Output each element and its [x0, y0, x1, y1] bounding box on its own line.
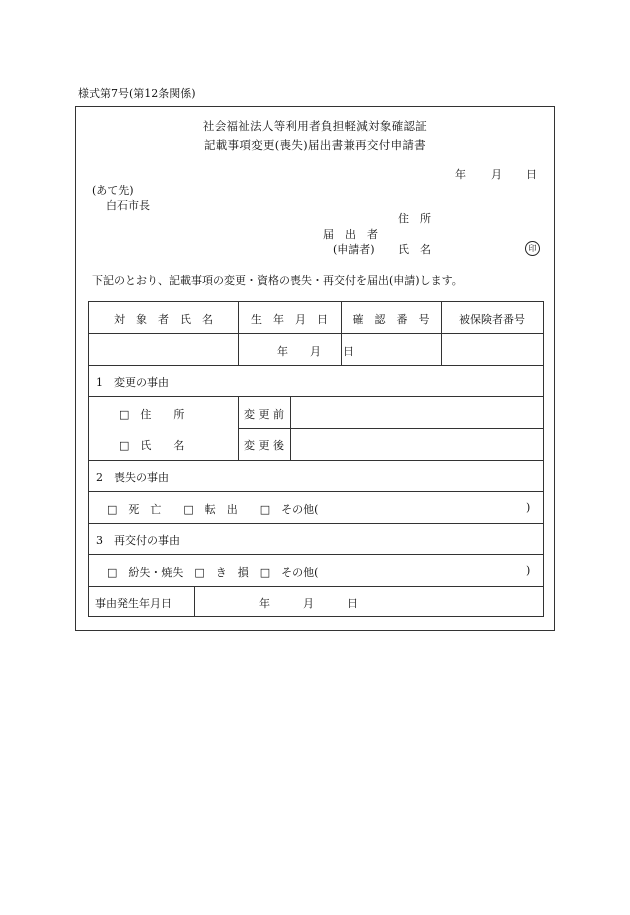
notifier-name-label: 氏 名: [398, 243, 431, 256]
header-insured-number: 被保険者番号: [459, 313, 525, 326]
occurrence-date-label: 事由発生年月日: [95, 597, 172, 610]
occurrence-date-value: 年 月 日: [259, 597, 358, 610]
addressee-prefix: (あて先): [92, 184, 134, 197]
header-subject-name: 対 象 者 氏 名: [114, 313, 213, 326]
header-birth-date: 生 年 月 日: [251, 313, 328, 326]
addressee-name: 白石市長: [106, 199, 150, 212]
header-confirmation-number: 確 認 番 号: [352, 313, 430, 326]
reissue-reason-options[interactable]: □ 紛失・焼失 □ き 損 □ その他(: [107, 566, 319, 579]
form-title-line2: 記載事項変更(喪失)届出書兼再交付申請書: [204, 138, 426, 152]
date-month-label: 月: [491, 168, 502, 181]
reissue-other-close: ): [526, 564, 531, 577]
form-title-line1: 社会福祉法人等利用者負担軽減対象確認証: [202, 119, 428, 133]
seal-mark: 印: [525, 241, 540, 256]
applicant-label: (申請者): [333, 243, 375, 256]
notifier-role-label: 届 出 者: [323, 228, 378, 241]
notifier-address-label: 住 所: [398, 212, 431, 225]
before-change-label: 変 更 前: [244, 408, 284, 421]
section1-title: 1 変更の事由: [96, 376, 169, 389]
section2-title: 2 喪失の事由: [96, 471, 169, 484]
change-option-name[interactable]: □ 氏 名: [119, 439, 185, 452]
date-year-label: 年: [455, 168, 466, 181]
section3-title: 3 再交付の事由: [96, 534, 180, 547]
loss-other-close: ): [526, 501, 531, 514]
loss-reason-options[interactable]: □ 死 亡 □ 転 出 □ その他(: [107, 503, 319, 516]
date-day-label: 日: [526, 168, 537, 181]
form-number: 様式第7号(第12条関係): [78, 87, 196, 100]
form-table: [88, 301, 544, 617]
statement-text: 下記のとおり、記載事項の変更・資格の喪失・再交付を届出(申請)します。: [92, 274, 463, 287]
change-option-address[interactable]: □ 住 所: [119, 408, 185, 421]
birth-date-placeholder: 年 月 日: [277, 345, 354, 358]
after-change-label: 変 更 後: [244, 439, 284, 452]
